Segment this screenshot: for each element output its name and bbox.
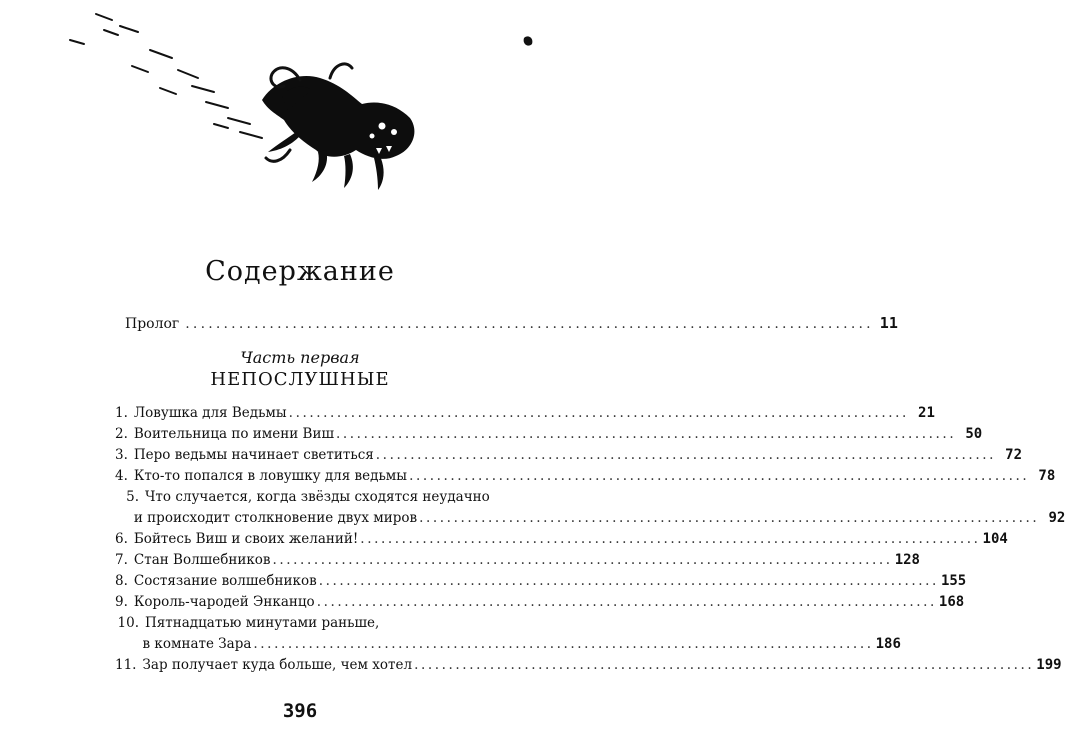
entry-page: 168 <box>938 594 965 610</box>
toc-entry[interactable] <box>115 484 535 505</box>
entry-number: 3. <box>115 447 128 463</box>
witch-illustration <box>0 0 600 230</box>
entry-title: Что случается, когда звёзды сходятся неудачно <box>145 489 490 505</box>
dot-leader: .......................................................................................... <box>409 468 1030 484</box>
entry-page: 155 <box>940 573 967 589</box>
entry-page: 104 <box>982 531 1008 547</box>
toc-entry[interactable] <box>115 463 1056 484</box>
entry-number: 8. <box>115 573 128 589</box>
toc-entry[interactable] <box>115 400 935 421</box>
toc-title: Содержание <box>205 256 395 288</box>
entry-number: 5. <box>126 489 139 505</box>
page-number: 396 <box>282 700 318 722</box>
entry-number: 4. <box>115 468 128 484</box>
dot-leader: .......................................................................................... <box>272 552 893 568</box>
entry-page: 199 <box>1036 657 1062 673</box>
entry-page: 186 <box>875 636 901 652</box>
part-subtitle: Часть первая <box>240 348 360 367</box>
dot-leader: .......................................................................................... <box>360 531 981 547</box>
dot-leader: .......................................................................................... <box>375 447 996 463</box>
prolog-page: 11 <box>879 314 898 332</box>
entry-number: 11. <box>115 657 137 673</box>
entry-title: Ловушка для Ведьмы <box>133 405 287 421</box>
entry-number: 7. <box>115 552 128 568</box>
entry-page: 128 <box>894 552 920 568</box>
entry-number: 1. <box>115 405 128 421</box>
entry-title: Король-чародей Энканцо <box>133 594 315 610</box>
toc-entry[interactable] <box>115 547 920 568</box>
toc-list <box>115 400 1065 673</box>
dot-leader: .......................................................................................... <box>185 316 874 332</box>
entry-page: 72 <box>1005 447 1022 463</box>
part-title: НЕПОСЛУШНЫЕ <box>210 369 390 390</box>
toc-entry[interactable] <box>115 568 967 589</box>
toc-entry[interactable] <box>115 652 1062 673</box>
toc-entry[interactable] <box>115 526 1008 547</box>
toc-entry[interactable] <box>115 610 535 631</box>
toc-entry[interactable] <box>115 589 965 610</box>
toc-entry-continuation[interactable] <box>115 505 1065 526</box>
entry-number: 6. <box>115 531 128 547</box>
entry-page: 78 <box>1038 468 1056 484</box>
entry-title: Бойтесь Виш и своих желаний! <box>133 531 359 547</box>
entry-title: Кто-то попался в ловушку для ведьмы <box>133 468 408 484</box>
entry-title: в комнате Зара <box>142 636 252 652</box>
toc-entry[interactable] <box>115 442 1022 463</box>
entry-title: Зар получает куда больше, чем хотел <box>142 657 413 673</box>
dot-leader: .......................................................................................... <box>253 636 874 652</box>
dot-leader: .......................................................................................... <box>288 405 909 421</box>
dot-leader: .......................................................................................... <box>414 657 1035 673</box>
toc-entry-prolog[interactable] <box>125 308 898 332</box>
entry-page: 50 <box>965 426 983 442</box>
dot-leader: .......................................................................................... <box>336 426 957 442</box>
dot-leader: .......................................................................................... <box>419 510 1040 526</box>
entry-number: 9. <box>115 594 128 610</box>
dot-leader: .......................................................................................... <box>316 594 937 610</box>
entry-title: Стан Волшебников <box>133 552 271 568</box>
entry-title: Пятнадцатью минутами раньше, <box>145 615 380 631</box>
entry-page: 92 <box>1048 510 1065 526</box>
entry-number: 2. <box>115 426 128 442</box>
entry-title: Воительница по имени Виш <box>133 426 334 442</box>
entry-title: Перо ведьмы начинает светиться <box>133 447 374 463</box>
toc-entry[interactable] <box>115 421 983 442</box>
entry-page: 21 <box>918 405 935 421</box>
entry-number: 10. <box>117 615 139 631</box>
dot-leader: .......................................................................................... <box>318 573 939 589</box>
entry-title: и происходит столкновение двух миров <box>133 510 418 526</box>
entry-title: Состязание волшебников <box>133 573 317 589</box>
toc-entry-continuation[interactable] <box>115 631 901 652</box>
prolog-label: Пролог <box>125 316 180 332</box>
